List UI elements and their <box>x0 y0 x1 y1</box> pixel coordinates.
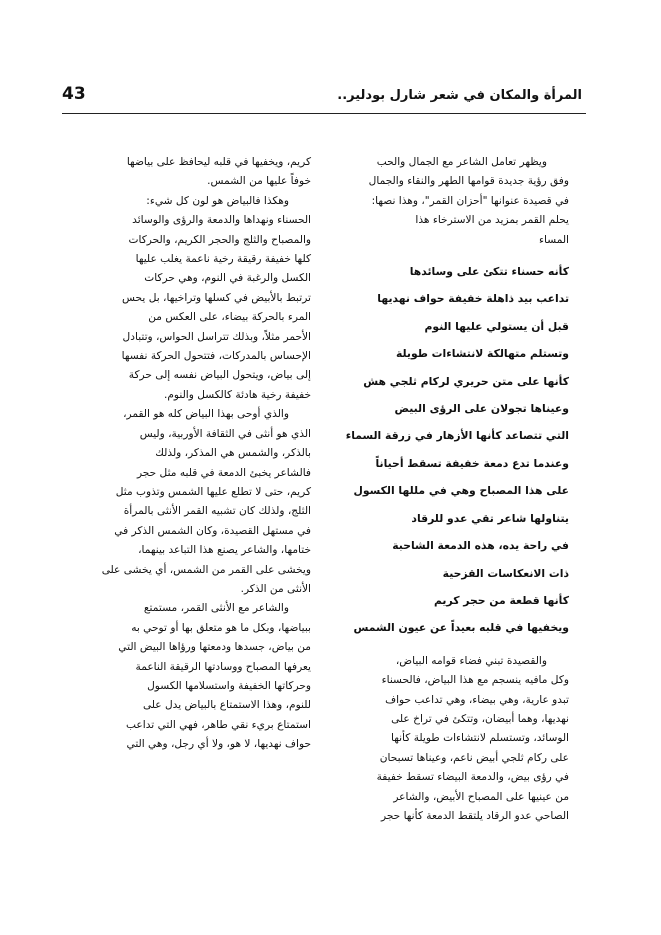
text-line: ويخشى على القمر من الشمس، أي يخشى على <box>101 563 311 576</box>
poem-line: قبل أن يستولي عليها النوم <box>424 319 569 333</box>
paragraph-4 <box>75 599 311 754</box>
text-line: بالذكر، والشمس هي المذكر، ولذلك <box>155 447 311 460</box>
text-line: خوفاً عليها من الشمس. <box>207 175 311 188</box>
text-line: الذي هو أنثى في الثقافة الأوربية، وليس <box>139 427 311 440</box>
poem-line: ويخفيها في قلبه بعيداً عن عيون الشمس <box>353 621 569 635</box>
page-header <box>62 84 582 110</box>
text-line: المساء <box>539 233 569 246</box>
text-line: كلها خفيفة رقيقة رخية ناعمة يغلب عليها <box>135 253 311 266</box>
text-line: الكسل والرغبة في النوم، وهي حركات <box>144 272 311 285</box>
text-line: والذي أوحى بهذا البياض كله هو القمر، <box>123 408 289 421</box>
text-line: الحسناء ونهداها والدمعة والرؤى والوسائد <box>132 214 311 227</box>
right-column <box>337 153 569 826</box>
intro-paragraph <box>337 153 569 250</box>
poem-line: في راحة يده، هذه الدمعة الشاحبة <box>392 539 569 553</box>
text-line: المرء بالحركة بيضاء، على العكس من <box>148 311 311 324</box>
text-line: تبدو عارية، وهي بيضاء، وهي تداعب حواف <box>385 693 569 706</box>
text-line: إلى بياض، ويتحول البياض نفسه إلى حركة <box>128 369 311 382</box>
text-line: يعرفها المصباح ووسادتها الرقيقة الناعمة <box>135 660 311 673</box>
text-line: وهكذا فالبياض هو لون كل شيء: <box>146 194 289 207</box>
text-line: فالشاعر يخبئ الدمعة في قلبه مثل حجر <box>136 466 311 479</box>
running-title: المرأة والمكان في شعر شارل بودلير.. <box>337 88 582 103</box>
text-line: والشاعر مع الأنثى القمر، مستمتع <box>143 602 289 615</box>
text-line: خفيفة رخية هادئة كالكسل والنوم. <box>163 388 311 401</box>
text-line: على ركام ثلجي أبيض ناعم، وعيناها تسبحان <box>379 751 569 764</box>
poem-line: وعندما تدع دمعة خفيفة تسقط أحياناً <box>375 456 569 470</box>
page-number: 43 <box>62 84 86 104</box>
poem-line: على هذا المصباح وهي في مللها الكسول <box>353 484 569 498</box>
text-line: الإحساس بالمدركات، فتتحول الحركة نفسها <box>121 350 311 363</box>
text-line: في رؤى بيض، والدمعة البيضاء تسقط خفيفة <box>376 771 569 784</box>
poem-line: كأنها قطعة من حجر كريم <box>433 593 569 607</box>
paragraph-2 <box>75 192 311 405</box>
text-line: حواف نهديها، لا هو، ولا أي رجل، وهي التي <box>126 738 311 751</box>
text-line: ويظهر تعامل الشاعر مع الجمال والحب <box>376 156 547 168</box>
text-line: والقصيدة تبني فضاء قوامه البياض، <box>395 654 547 667</box>
poem-line: ذات الانعكاسات القزحية <box>442 566 569 580</box>
text-line: ببياضها، وبكل ما هو متعلق بها أو توحي به <box>131 621 311 634</box>
text-line: وفق رؤية جديدة قوامها الطهر والنقاء والجمال <box>368 175 569 188</box>
poem-line: تداعب بيد ذاهلة خفيفة حواف نهديها <box>377 292 569 306</box>
text-line: ختامها، والشاعر يصنع هذا التباعد بينهما، <box>138 544 311 557</box>
poem-block <box>337 258 569 642</box>
text-line: الصاحي عدو الرقاد يلتقط الدمعة كأنها حجر <box>380 809 569 822</box>
text-line: وكل مافيه ينسجم مع هذا البياض، فالحسناء <box>381 674 569 687</box>
text-line: من عينيها على المصباح الأبيض، والشاعر <box>393 790 569 803</box>
text-line: وحركاتها الخفيفة واستسلامها الكسول <box>147 679 311 692</box>
header-rule <box>62 113 586 114</box>
poem-line: كأنها على متن حريري لركام ثلجي هش <box>363 374 569 388</box>
text-line: كريم، ويخفيها في قلبه ليحافظ على بياضها <box>126 156 311 168</box>
text-line: يحلم القمر بمزيد من الاسترخاء هذا <box>415 214 569 227</box>
poem-line: يتناولها شاعر تقي عدو للرقاد <box>411 511 569 525</box>
poem-line: وعيناها تجولان على الرؤى البيض <box>394 402 569 416</box>
poem-line: وتستلم متهالكة لانتشاءات طويلة <box>395 347 569 361</box>
text-line: والمصباح والثلج والحجر الكريم، والحركات <box>128 233 311 246</box>
text-line: للنوم، وهذا الاستمتاع بالبياض يدل على <box>142 699 311 712</box>
text-line: في مستهل القصيدة، وكان الشمس الذكر في <box>114 524 311 537</box>
text-line: من بياض، جسدها ودمعتها ورؤاها البيض التي <box>118 641 311 654</box>
text-line: كريم، حتى لا تطلع عليها الشمس وتذوب مثل <box>115 485 311 498</box>
paragraph-3 <box>75 405 311 599</box>
text-line: ترتبط بالأبيض في كسلها وتراخيها، بل يحس <box>122 291 311 304</box>
text-line: نهديها، وهما أبيضان، وتتكئ في تراخ على <box>391 712 569 725</box>
analysis-paragraph <box>337 652 569 827</box>
text-line: الثلج، ولذلك كان تشبيه القمر الأنثى بالمرأة <box>123 505 311 518</box>
poem-line: التي تتصاعد كأنها الأزهار في زرقة السماء <box>345 429 569 443</box>
poem-line: كأنه حسناء تتكئ على وسائدها <box>409 265 569 279</box>
text-line: في قصيدة عنوانها "أحزان القمر"، وهذا نصها: <box>371 194 569 207</box>
text-line: الأحمر مثلاً، وبذلك تتراسل الحواس، وتتبادل <box>122 330 311 343</box>
text-line: استمتاع بريء نقي طاهر، فهي التي تداعب <box>126 718 311 731</box>
left-column <box>75 153 311 755</box>
text-line: الأنثى من الذكر. <box>240 582 311 595</box>
paragraph-1 <box>75 153 311 192</box>
text-line: الوسائد، وتستسلم لانتشاءات طويلة كأنها <box>391 732 569 745</box>
